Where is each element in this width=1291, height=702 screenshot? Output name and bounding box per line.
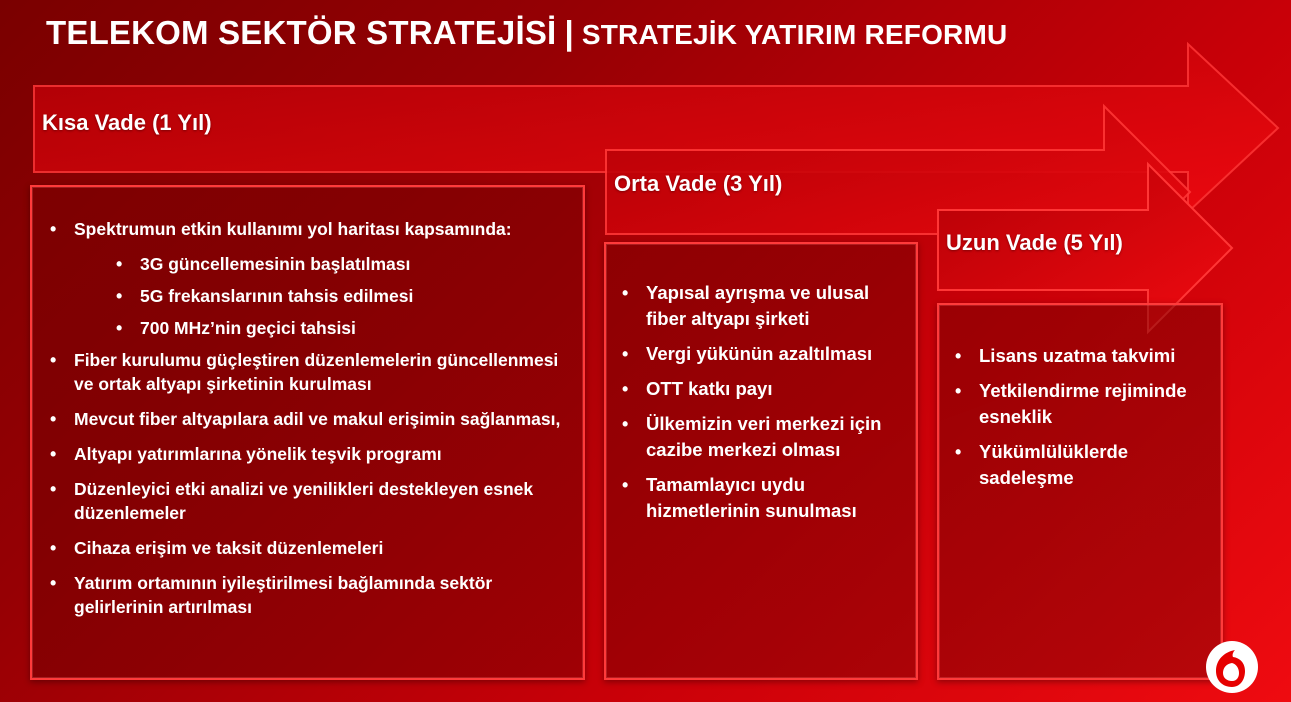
list-item: • Ülkemizin veri merkezi için cazibe merkezi olması [618,411,904,463]
mid-term-panel [604,242,918,680]
list-item: • Altyapı yatırımlarına yönelik teşvik programı [46,442,569,466]
list-item: • Lisans uzatma takvimi [951,343,1211,369]
list-item: • Cihaza erişim ve taksit düzenlemeleri [46,536,569,560]
short-term-panel [30,185,585,680]
list-item: • Spektrumun etkin kullanımı yol haritası kapsamında: [46,217,569,241]
phase-label-long-term: Uzun Vade (5 Yıl) [946,230,1123,255]
short-term-list [46,217,569,619]
list-item: • Mevcut fiber altyapılara adil ve makul erişimin sağlanması, [46,407,569,431]
phase-label-mid-term: Orta Vade (3 Yıl) [614,171,783,196]
long-term-panel [937,303,1223,680]
list-item: • Fiber kurulumu güçleştiren düzenlemelerin güncellenmesi ve ortak altyapı şirketinin kurulması [46,348,569,396]
list-item: • Yükümlülüklerde sadeleşme [951,439,1211,491]
list-item: • Düzenleyici etki analizi ve yenilikleri destekleyen esnek düzenlemeler [46,477,569,525]
list-item: • Yapısal ayrışma ve ulusal fiber altyapı şirketi [618,280,904,332]
mid-term-list [618,280,904,524]
list-item: • 3G güncellemesinin başlatılması [46,252,569,276]
list-item: • Tamamlayıcı uydu hizmetlerinin sunulması [618,472,904,524]
title-separator: | [564,14,574,51]
list-item: • Yatırım ortamının iyileştirilmesi bağlamında sektör gelirlerinin artırılması [46,571,569,619]
phase-label-short-term: Kısa Vade (1 Yıl) [42,110,212,135]
vodafone-speechmark-icon [1205,640,1259,694]
title-main: TELEKOM SEKTÖR STRATEJİSİ [46,14,557,51]
long-term-list [951,343,1211,491]
list-item: • 700 MHz’nin geçici tahsisi [46,316,569,340]
list-item: • Yetkilendirme rejiminde esneklik [951,378,1211,430]
list-item: • 5G frekanslarının tahsis edilmesi [46,284,569,308]
title-subtitle: STRATEJİK YATIRIM REFORMU [581,19,1008,50]
list-item: • OTT katkı payı [618,376,904,402]
list-item: • Vergi yükünün azaltılması [618,341,904,367]
